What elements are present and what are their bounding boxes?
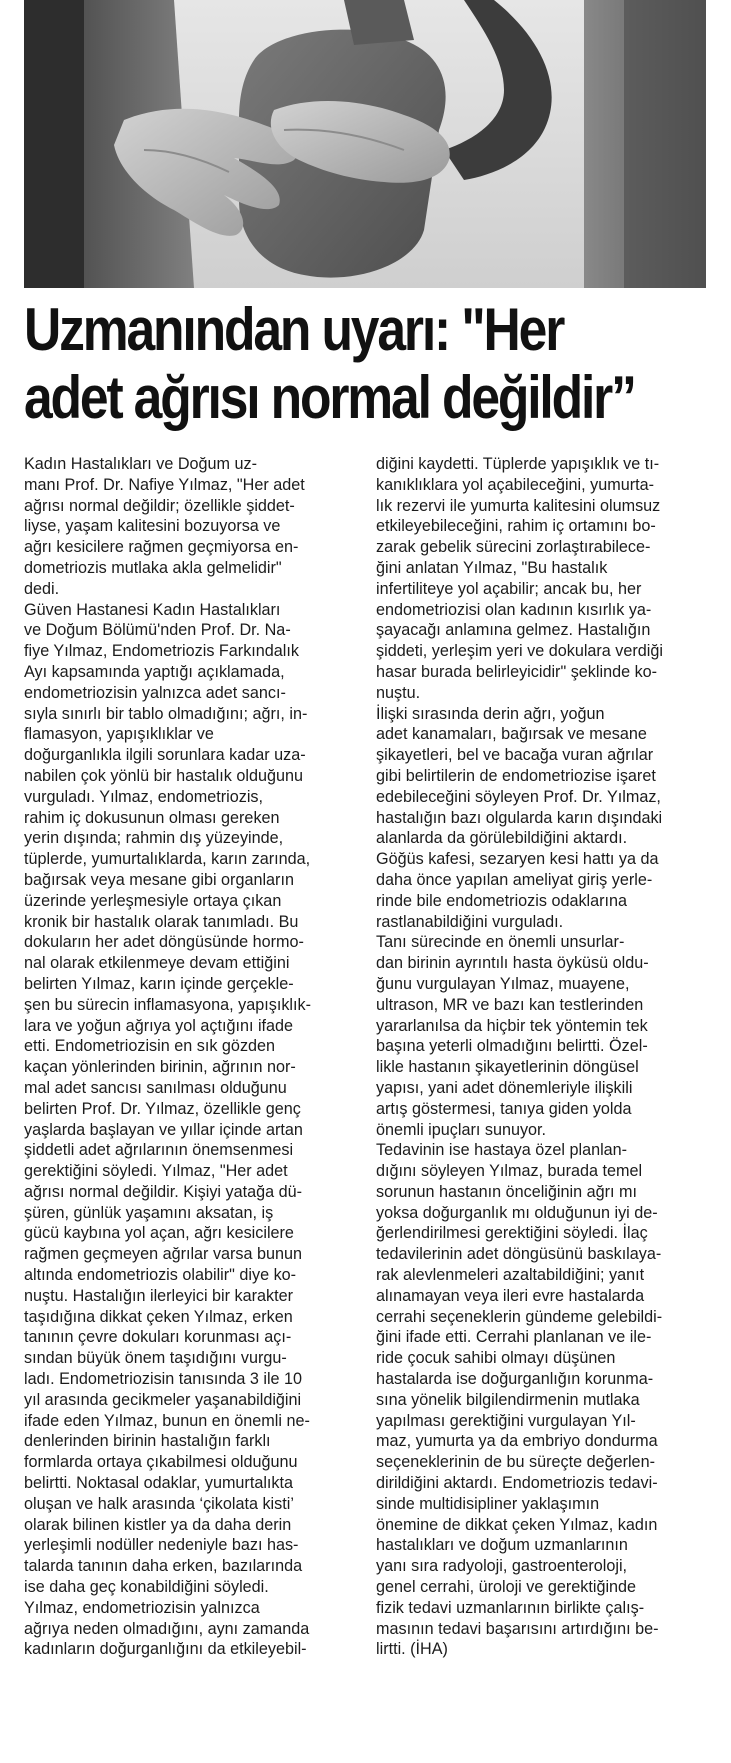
paragraph: Yılmaz, endometriozisin yalnızca ağrıya neden olmadığını, aynı zamanda kadınların doğurganlığını da etkileyebil- — [24, 1598, 310, 1659]
right-column — [376, 454, 706, 1660]
left-column — [24, 454, 354, 1660]
paragraph: Tedavinin ise hastaya özel planlan- dığını söyleyen Yılmaz, burada temel sorunun hastanın önceliğinin ağrı mı yoksa doğurganlık mı olduğunun iyi de- ğerlendirilmesi gerektiğini söyledi. İlaç tedavilerinin adet döngüsünü baskılaya- rak alevlenmeleri azaltabildiğini; yanıt alınamayan veya ileri evre hastalarda cerrahi seçeneklerin gündeme gelebildi- ğini ifade etti. Cerrahi planlanan ve ile- ride çocuk sahibi olmayı düşünen hastalarda ise doğurganlığın korunma- sına yönelik bilgilendirmenin mutlaka yapılması gerektiğini vurgulayan Yıl- maz, yumurta ya da embriyo dondurma seçeneklerinin de bu süreçte değerlen- dirildiğini aktardı. Endometriozis tedavi- sinde multidisipliner yaklaşımın önemine de dikkat çeken Yılmaz, kadın hastalıkları ve doğum uzmanlarının yanı sıra radyoloji, gastroenteroloji, genel cerrahi, üroloji ve gerektiğinde fizik tedavi uzmanlarının birlikte çalış- masının tedavi başarısını artırdığını be- lirtti. (İHA) — [376, 1141, 663, 1659]
paragraph: Kadın Hastalıkları ve Doğum uz- manı Prof. Dr. Nafiye Yılmaz, "Her adet ağrısı normal değildir; özellikle şiddet- liyse, yaşam kalitesini bozuyorsa ve ağrı kesicilere rağmen geçmiyorsa en- dometriozis mutlaka akla gelmelidir" dedi. — [24, 455, 305, 598]
paragraph: diğini kaydetti. Tüplerde yapışıklık ve tı- kanıklıklara yol açabileceğini, yumurta- lık rezervi ile yumurta kalitesini olumsuz etkileyebileceğini, rahim iç ortamını bo- zarak gebelik sürecini zorlaştırabilece- ğini anlatan Yılmaz, "Bu hastalık infertiliteye yol açabilir; ancak bu, her endometriozisi olan kadının kısırlık ya- şayacağı anlamına gelmez. Hastalığın şiddeti, yerleşim yeri ve dokulara verdiği hasar burada belirleyicidir" şeklinde ko- nuştu. — [376, 455, 663, 702]
headline-line-2: adet ağrısı normal değildir” — [24, 364, 635, 431]
paragraph: Güven Hastanesi Kadın Hastalıkları ve Doğum Bölümü'nden Prof. Dr. Na- fiye Yılmaz, Endometriozis Farkındalık Ayı kapsamında yaptığı açıklamada, endometriozisin yalnızca adet sancı- sıyla sınırlı bir tablo olmadığını; ağrı, in- flamasyon, yapışıklıklar ve doğurganlıkla ilgili sorunlara kadar uza- nabilen çok yönlü bir hastalık olduğunu vurguladı. Yılmaz, endometriozis, rahim iç dokusunun olması gereken yerin dışında; rahmin dış yüzeyinde, tüplerde, yumurtalıklarda, karın zarında, bağırsak veya mesane gibi organların üzerinde yerleşmesiyle ortaya çıkan kronik bir hastalık olarak tanımladı. Bu dokuların her adet döngüsünde hormo- nal olarak etkilenmeye devam ettiğini belirten Yılmaz, karın içinde gerçekle- şen bu sürecin inflamasyona, yapışıklık- lara ve yoğun ağrıya yol açtığını ifade etti. Endometriozisin en sık gözden kaçan yönlerinden birinin, ağrının nor- mal adet sancısı sanılması olduğunu belirten Prof. Dr. Yılmaz, özellikle genç yaşlarda başlayan ve yıllar içinde artan şiddetli adet ağrılarının önemsenmesi gerektiğini söyledi. Yılmaz, "Her adet ağrısı normal değildir. Kişiyi yatağa dü- şüren, günlük yaşamını aksatan, iş gücü kaybına yol açan, ağrı kesicilere rağmen geçmeyen ağrılar varsa bunun altında endometriozis olabilir" diye ko- nuştu. Hastalığın ilerleyici bir karakter taşıdığına dikkat çeken Yılmaz, erken tanının çevre dokuları korunması açı- sından büyük önem taşıdığını vurgu- ladı. Endometriozisin tanısında 3 ile 10 yıl arasında gecikmeler yaşanabildiğini ifade eden Yılmaz, bunun en önemli ne- denlerinden birinin hastalığın farklı formlarda ortaya çıkabilmesi olduğunu belirtti. Noktasal odaklar, yumurtalıkta oluşan ve halk arasında ‘çikolata kisti’ olarak bilinen kistler ya da daha derin yerleşimli nodüller nedeniyle bazı has- talarda tanının daha erken, bazılarında ise daha geç konabildiğini söyledi. — [24, 600, 312, 1597]
article-headline — [24, 296, 635, 432]
photo-illustration — [24, 0, 706, 288]
paragraph: İlişki sırasında derin ağrı, yoğun adet kanamaları, bağırsak ve mesane şikayetleri, bel ve bacağa vuran ağrılar gibi belirtilerin de endometriozise işaret edebileceğini söyleyen Prof. Dr. Yılmaz, hastalığın bazı olgularda karın dışındaki alanlarda da görülebildiğini aktardı. Göğüs kafesi, sezaryen kesi hattı ya da daha önce yapılan ameliyat giriş yerle- rinde bile endometriozis odaklarına rastlanabildiğini vurguladı. — [376, 704, 663, 931]
article-photo — [24, 0, 706, 288]
headline-line-1: Uzmanından uyarı: "Her — [24, 296, 564, 363]
article-body — [24, 454, 708, 1744]
paragraph: Tanı sürecinde en önemli unsurlar- dan birinin ayrıntılı hasta öyküsü oldu- ğunu vurgulayan Yılmaz, muayene, ultrason, MR ve bazı kan testlerinden yararlanılsa da hiçbir tek yöntemin tek başına yeterli olmadığını belirtti. Özel- likle hastanın şikayetlerinin döngüsel yapısı, yani adet dönemleriyle ilişkili artış göstermesi, tanıya giden yolda önemli ipuçları sunuyor. — [376, 933, 649, 1139]
